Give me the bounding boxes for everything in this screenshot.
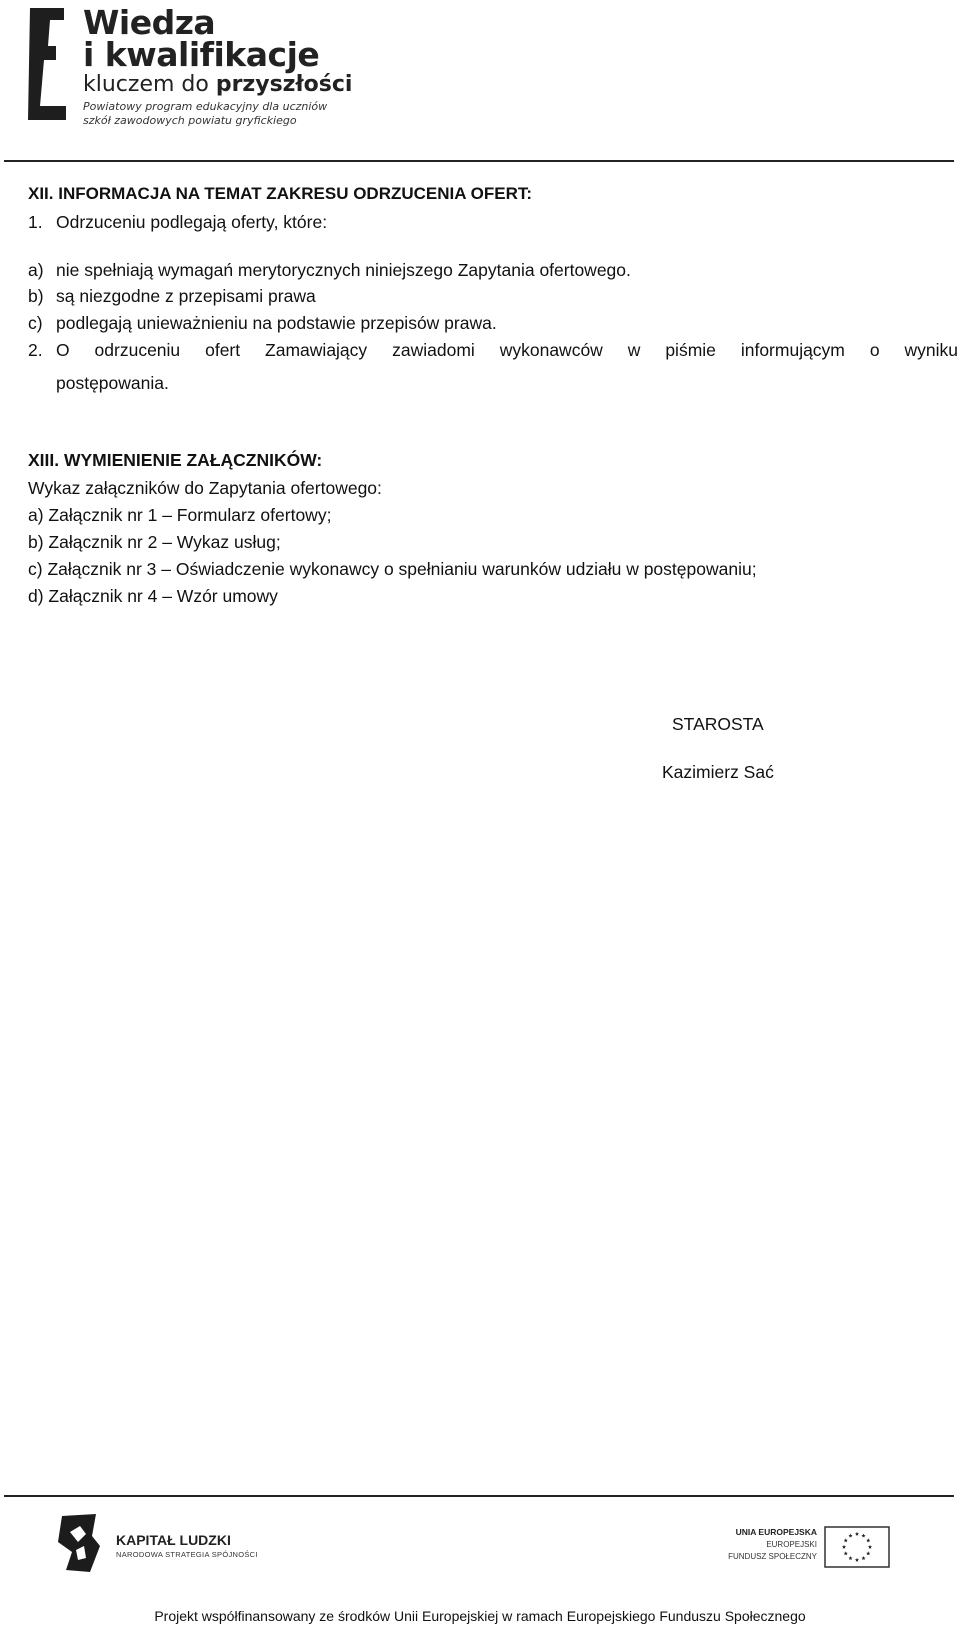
logo-description-line2: szkół zawodowych powiatu gryfickiego [83,114,297,127]
logo-title-line2: i kwalifikacje [83,35,320,74]
eu-label-line1: UNIA EUROPEJSKA [735,1527,817,1537]
kapital-ludzki-emblem-icon [56,1512,102,1574]
section-12-item-2-continued: postępowania. [56,373,169,393]
signatory-role: STAROSTA [672,714,764,734]
logo-tagline-bold: przyszłości [215,72,353,97]
header-divider [4,160,954,162]
logo-tagline-start: kluczem do [83,72,216,97]
eu-flag-icon [824,1526,890,1568]
project-logo-mark-icon [26,6,70,122]
attachment-item: a) Załącznik nr 1 – Formularz ofertowy; [28,505,332,525]
section-13-heading: XIII. WYMIENIENIE ZAŁĄCZNIKÓW: [28,450,323,470]
attachment-item: d) Załącznik nr 4 – Wzór umowy [28,586,278,606]
eu-label-line2: EUROPEJSKI [766,1540,817,1549]
section-13-intro: Wykaz załączników do Zapytania ofertowego: [28,478,382,498]
kapital-ludzki-title: KAPITAŁ LUDZKI [116,1532,231,1548]
section-12-heading: XII. INFORMACJA NA TEMAT ZAKRESU ODRZUCENIA OFERT: [28,184,533,203]
attachment-item: c) Załącznik nr 3 – Oświadczenie wykonawcy o spełnianiu warunków udziału w postępowaniu; [28,559,757,579]
signatory-name: Kazimierz Sać [662,762,774,782]
section-12-point-b: b) są niezgodne z przepisami prawa [28,286,316,306]
eu-label-line3: FUNDUSZ SPOŁECZNY [728,1552,817,1561]
footer-divider [4,1495,954,1497]
logo-title-line1: Wiedza [83,3,216,42]
funding-note: Projekt współfinansowany ze środków Unii Europejskiej w ramach Europejskiego Funduszu Społecznego [154,1608,806,1624]
section-12-item-2: 2. O odrzuceniu ofert Zamawiający zawiadomi wykonawców w piśmie informującym o wyniku [28,340,958,360]
section-12-point-a: a) nie spełniają wymagań merytorycznych niniejszego Zapytania ofertowego. [28,260,631,280]
kapital-ludzki-subtitle: NARODOWA STRATEGIA SPÓJNOŚCI [116,1550,258,1559]
logo-tagline [83,72,352,97]
logo-description-line1: Powiatowy program edukacyjny dla uczniów [83,100,328,113]
section-12-point-c: c) podlegają unieważnieniu na podstawie przepisów prawa. [28,313,497,333]
section-12-item-1: 1. Odrzuceniu podlegają oferty, które: [28,212,328,232]
attachment-item: b) Załącznik nr 2 – Wykaz usług; [28,532,281,552]
